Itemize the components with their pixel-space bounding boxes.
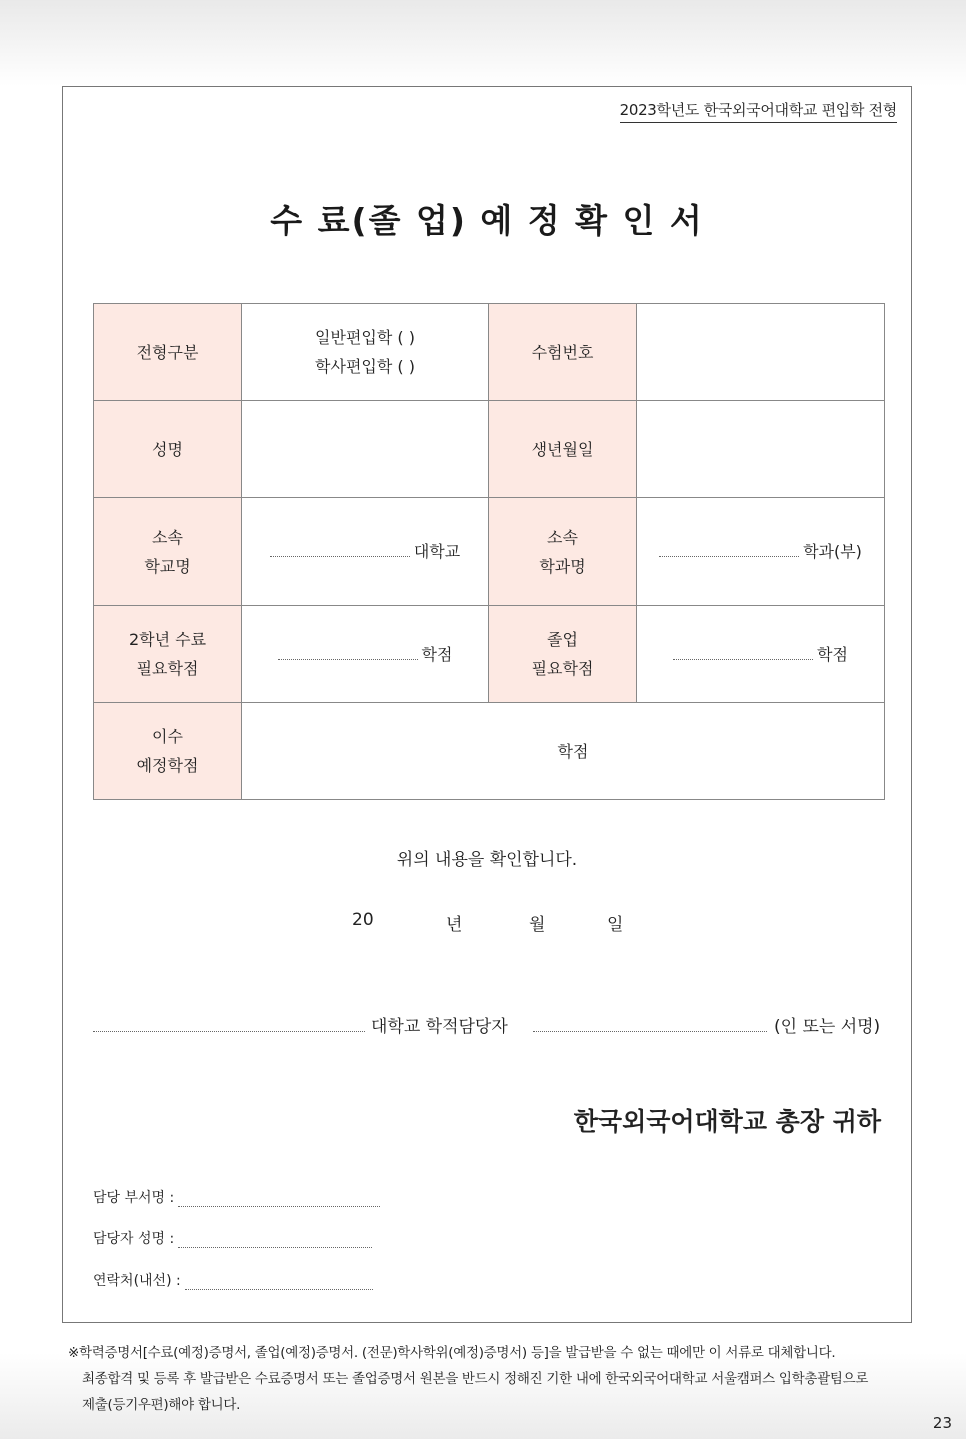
table-row [94, 498, 885, 606]
department-name-row [93, 1187, 380, 1207]
birthdate-field[interactable] [637, 401, 885, 498]
label-line: 필요학점 [136, 659, 199, 678]
info-table [93, 303, 885, 800]
label-graduation-credits [489, 606, 637, 703]
contact-input[interactable] [185, 1270, 373, 1290]
table-row [94, 703, 885, 800]
footnote-line: 최종합격 및 등록 후 발급받은 수료증명서 또는 졸업증명서 원본을 반드시 정해진 기한 내에 한국외국어대학교 서울캠퍼스 입학총괄팀으로 [82, 1371, 869, 1387]
table-row [94, 401, 885, 498]
date-year-field[interactable] [383, 910, 443, 932]
officer-name-input[interactable] [178, 1228, 372, 1248]
department-name-field[interactable] [659, 556, 799, 557]
document-title: 수 료(졸 업) 예 정 확 인 서 [270, 201, 704, 240]
label-line: 필요학점 [531, 659, 594, 678]
date-year-label: 년 [446, 915, 463, 935]
university-name-field[interactable] [93, 1031, 365, 1032]
suffix-credits: 학점 [817, 644, 848, 664]
suffix-university: 대학교 [413, 542, 461, 561]
date-month-field[interactable] [468, 910, 526, 932]
header-note: 2023학년도 한국외국어대학교 편입학 전형 [620, 99, 897, 123]
officer-name-row [93, 1228, 372, 1248]
graduation-credits-field[interactable] [673, 659, 813, 660]
completion-credits-field[interactable] [278, 659, 418, 660]
suffix-department: 학과(부) [803, 542, 862, 561]
form-frame [62, 86, 912, 1323]
label-completion-credits [94, 606, 242, 703]
name-field[interactable] [242, 401, 489, 498]
signature-field[interactable] [533, 1031, 767, 1032]
date-year-prefix: 20 [352, 910, 374, 930]
label-line: 졸업 [547, 630, 578, 649]
completion-credits-cell [242, 606, 489, 703]
footnote-line: 제출(등기우편)해야 합니다. [82, 1397, 241, 1413]
department-name-cell [637, 498, 885, 606]
label-name: 성명 [94, 401, 242, 498]
label-line: 소속 [547, 527, 578, 547]
contact-label: 연락처(내선) : [93, 1273, 181, 1289]
confirm-text: 위의 내용을 확인합니다. [396, 850, 578, 870]
school-name-field[interactable] [270, 556, 410, 557]
date-month-label: 월 [529, 915, 546, 935]
expected-credits-field[interactable] [242, 703, 885, 800]
option-bachelor-transfer[interactable]: 학사편입학 ( ) [315, 357, 415, 376]
label-line: 예정학점 [136, 756, 199, 775]
date-day-field[interactable] [551, 910, 603, 932]
label-birthdate: 생년월일 [489, 401, 637, 498]
date-day-label: 일 [607, 915, 624, 935]
officer-name-label: 담당자 성명 : [93, 1231, 175, 1247]
department-name-label: 담당 부서명 : [93, 1190, 175, 1206]
label-line: 학과명 [539, 556, 586, 576]
admission-type-options [242, 304, 489, 401]
president-addressee: 한국외국어대학교 총장 귀하 [573, 1107, 881, 1136]
footnote-line: ※학력증명서[수료(예정)증명서, 졸업(예정)증명서. (전문)학사학위(예정)증명서) 등]을 발급받을 수 없는 때에만 이 서류로 대체합니다. [68, 1345, 836, 1361]
label-expected-credits [94, 703, 242, 800]
label-line: 2학년 수료 [128, 630, 207, 649]
page-number: 23 [932, 1414, 952, 1432]
label-department-name [489, 498, 637, 606]
label-line: 학교명 [144, 556, 191, 576]
footnote [68, 1340, 928, 1418]
school-name-cell [242, 498, 489, 606]
university-officer-label: 대학교 학적담당자 [371, 1017, 508, 1037]
label-admission-type: 전형구분 [94, 304, 242, 401]
suffix-credits: 학점 [557, 741, 589, 761]
option-general-transfer[interactable]: 일반편입학 ( ) [315, 328, 415, 347]
label-exam-number: 수험번호 [489, 304, 637, 401]
label-line: 이수 [152, 727, 183, 746]
table-row [94, 606, 885, 703]
graduation-credits-cell [637, 606, 885, 703]
suffix-credits: 학점 [421, 644, 453, 664]
label-line: 소속 [152, 527, 183, 547]
table-row [94, 304, 885, 401]
department-name-input[interactable] [178, 1187, 380, 1207]
label-school-name [94, 498, 242, 606]
contact-row [93, 1270, 373, 1290]
seal-or-signature-label: (인 또는 서명) [774, 1017, 881, 1037]
exam-number-field[interactable] [637, 304, 885, 401]
